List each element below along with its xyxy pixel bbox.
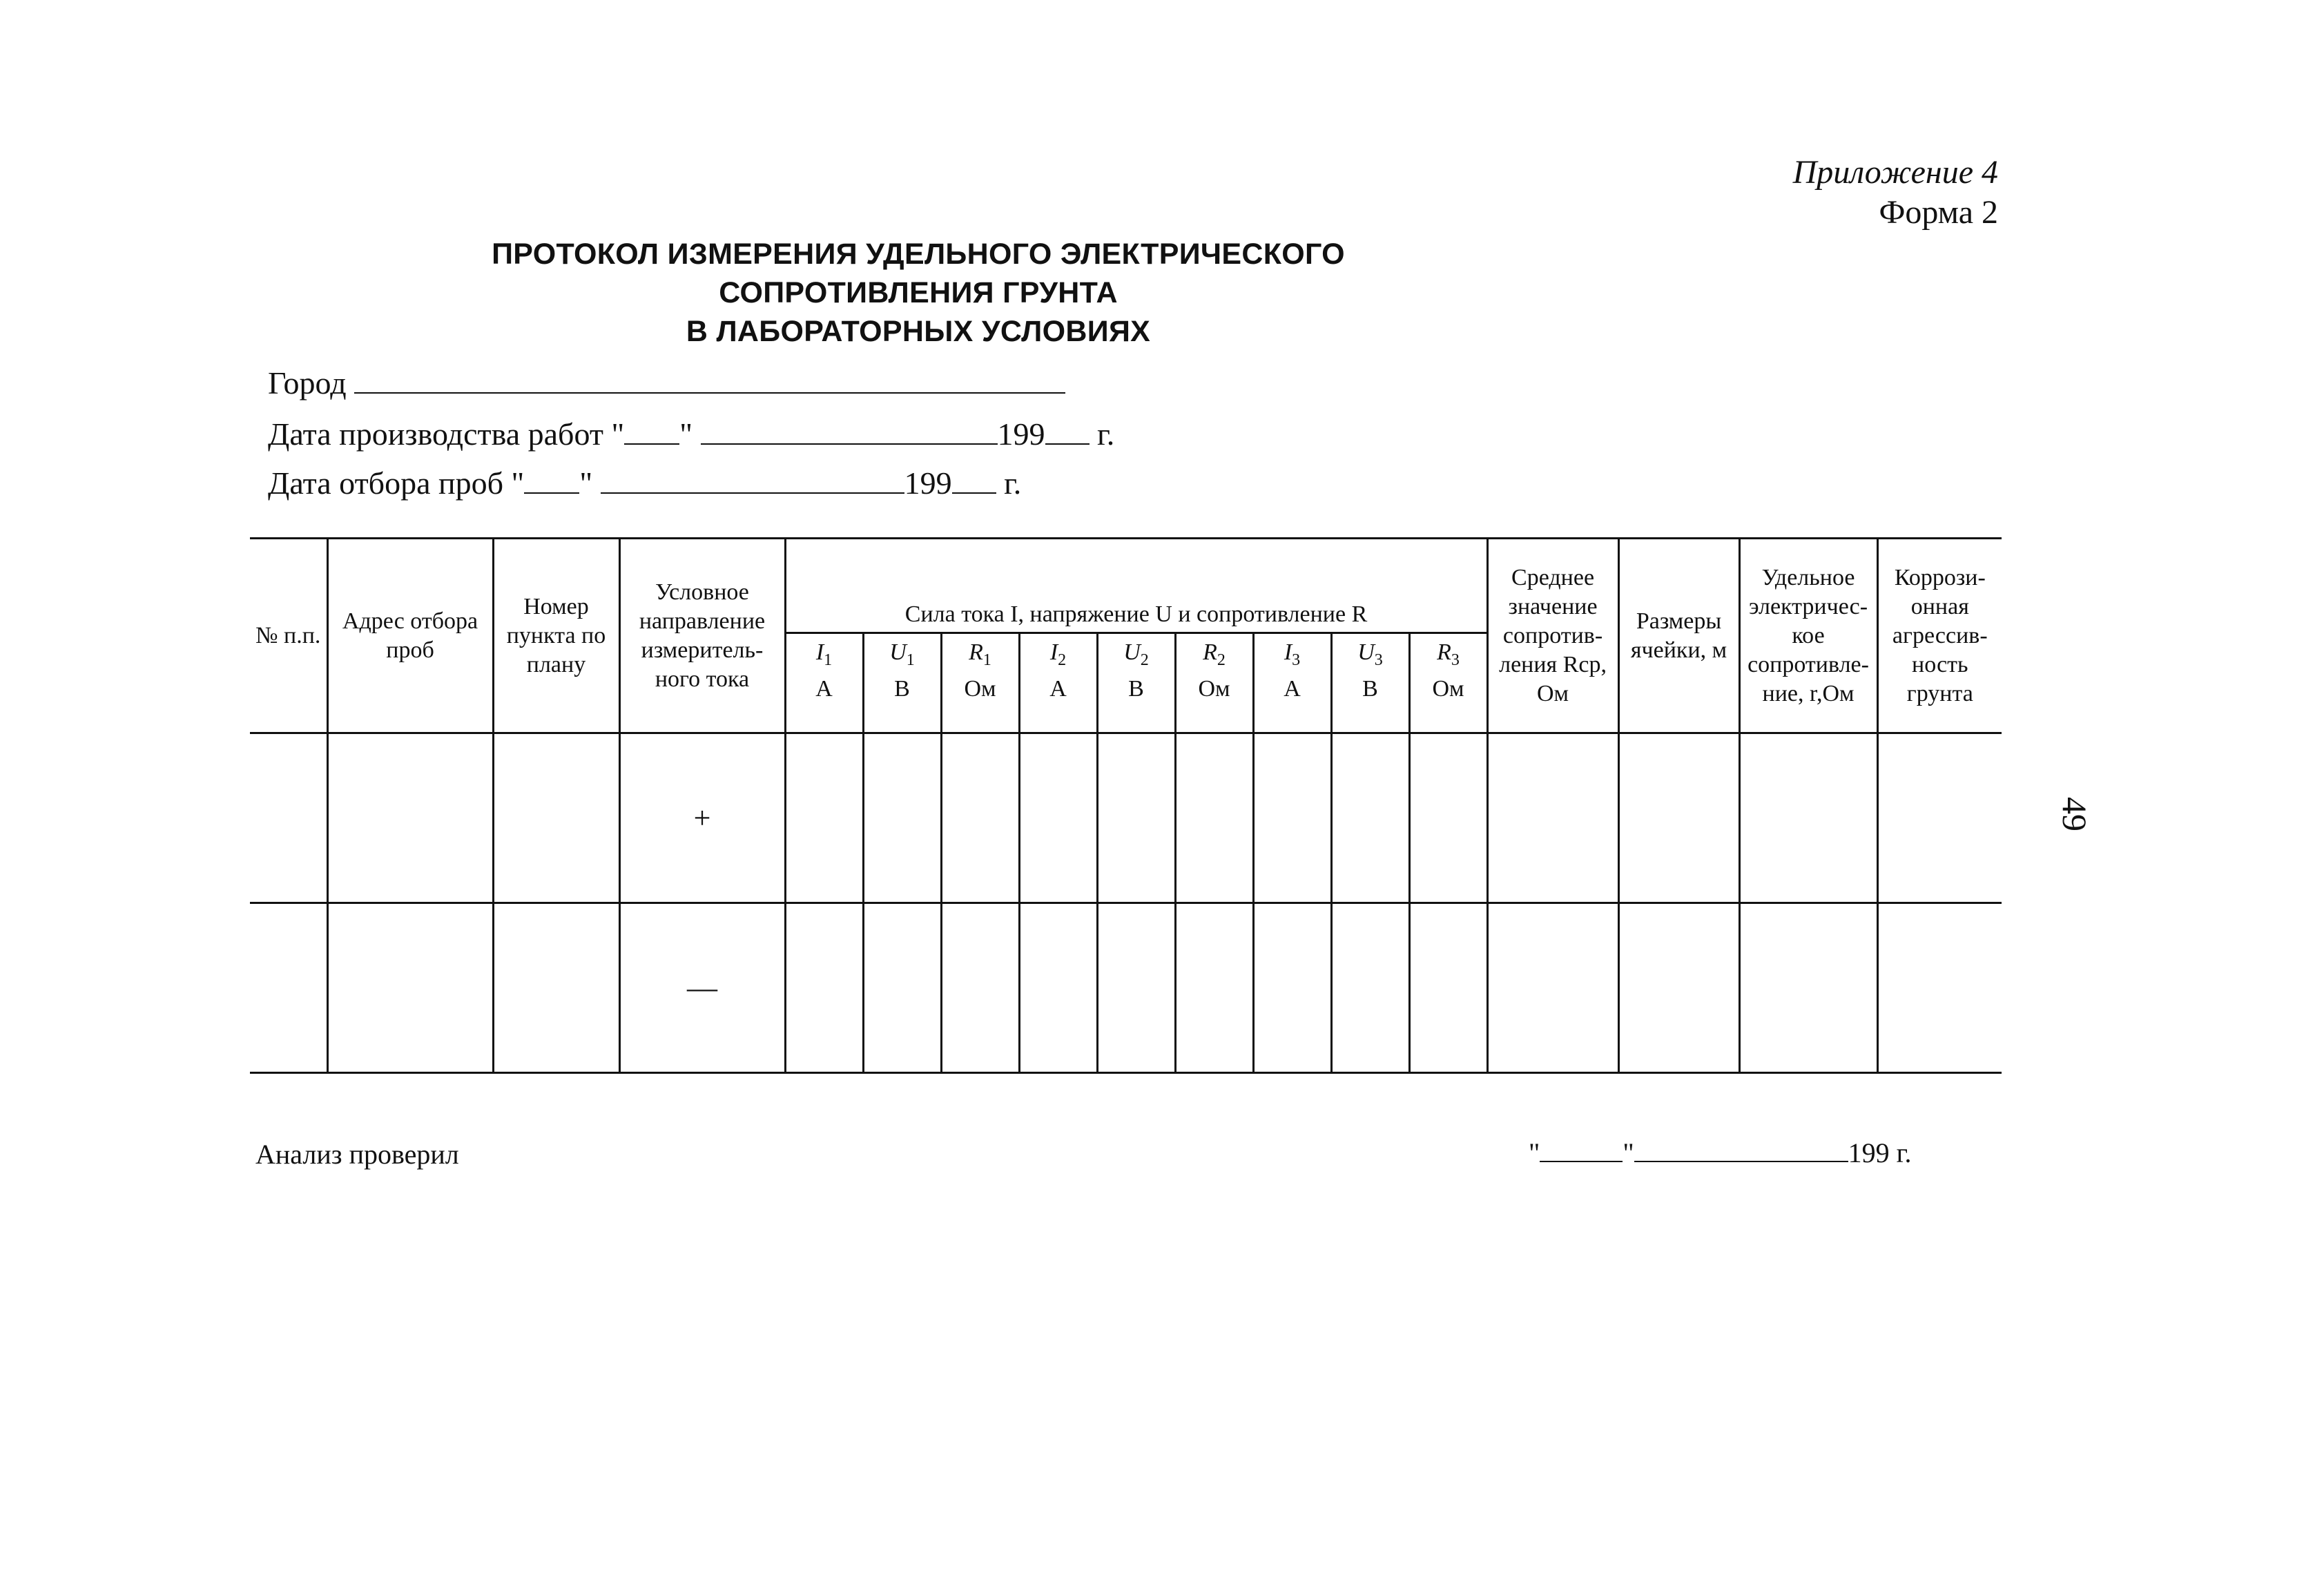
unit: А: [1284, 675, 1301, 702]
index: 2: [1217, 650, 1226, 669]
symbol: U: [889, 639, 907, 665]
symbol: U: [1123, 639, 1141, 665]
checked-date-field: [1529, 1137, 1912, 1169]
sample-date-label: Дата отбора проб ": [268, 465, 525, 501]
symbol: I: [1284, 639, 1292, 665]
plus-sign: +: [693, 800, 711, 835]
cell[interactable]: [1019, 733, 1097, 903]
unit: Ом: [964, 675, 996, 702]
cell[interactable]: [1175, 903, 1253, 1073]
unit: А: [1049, 675, 1067, 702]
title-line-2: В ЛАБОРАТОРНЫХ УСЛОВИЯХ: [686, 315, 1151, 348]
cell[interactable]: [1618, 733, 1739, 903]
sample-year-suffix: г.: [1004, 465, 1022, 501]
header-mean-resistance: Среднее значение сопротив-ления Rср, Ом: [1487, 539, 1618, 733]
unit: В: [1362, 675, 1378, 702]
checked-month-blank[interactable]: [1634, 1140, 1848, 1162]
city-field: [268, 365, 1065, 401]
sample-day-blank[interactable]: [524, 467, 579, 494]
header-corrosion: Коррози-онная агрессив-ность грунта: [1877, 539, 2002, 733]
work-year-suffix: г.: [1097, 416, 1115, 452]
cell[interactable]: [1253, 903, 1331, 1073]
unit: Ом: [1432, 675, 1464, 702]
cell[interactable]: [493, 903, 619, 1073]
checked-day-blank[interactable]: [1540, 1140, 1623, 1162]
title-line-1: ПРОТОКОЛ ИЗМЕРЕНИЯ УДЕЛЬНОГО ЭЛЕКТРИЧЕСКОГО СОПРОТИВЛЕНИЯ ГРУНТА: [492, 238, 1345, 309]
unit: В: [1128, 675, 1144, 702]
quote-mark: ": [579, 465, 593, 501]
cell[interactable]: [1331, 903, 1409, 1073]
index: 1: [982, 650, 991, 669]
measurement-table: [250, 537, 2002, 1074]
cell[interactable]: [1739, 733, 1877, 903]
cell[interactable]: [1019, 903, 1097, 1073]
city-blank[interactable]: [354, 367, 1065, 394]
city-label: Город: [268, 365, 347, 401]
cell[interactable]: [493, 733, 619, 903]
cell[interactable]: [863, 733, 941, 903]
index: 1: [824, 650, 833, 669]
symbol: R: [1203, 639, 1217, 665]
sample-month-blank[interactable]: [601, 467, 904, 494]
cell[interactable]: [327, 733, 493, 903]
symbol: I: [1049, 639, 1058, 665]
table-row-plus: [250, 733, 2002, 903]
cell[interactable]: [941, 733, 1019, 903]
sample-date-field: [268, 465, 1021, 501]
subheader-u3: [1331, 633, 1409, 733]
subheader-i2: [1019, 633, 1097, 733]
appendix-label: Приложение 4: [1792, 154, 1998, 191]
index: 3: [1374, 650, 1383, 669]
cell[interactable]: [250, 903, 327, 1073]
cell[interactable]: [941, 903, 1019, 1073]
minus-sign: —: [687, 970, 717, 1005]
index: 3: [1451, 650, 1460, 669]
checked-year: 199 г.: [1848, 1137, 1912, 1168]
cell[interactable]: [785, 903, 863, 1073]
page-number: 49: [2055, 797, 2094, 831]
header-current-direction: Условное направление измеритель-ного тока: [619, 539, 785, 733]
subheader-r1: [941, 633, 1019, 733]
subheader-u1: [863, 633, 941, 733]
header-measurements-group: [785, 539, 1487, 633]
cell[interactable]: [785, 733, 863, 903]
cell[interactable]: [1877, 903, 2002, 1073]
cell[interactable]: [1331, 733, 1409, 903]
table-row-minus: [250, 903, 2002, 1073]
cell[interactable]: [1487, 903, 1618, 1073]
unit: Ом: [1198, 675, 1230, 702]
subheader-r3: [1409, 633, 1487, 733]
quote-mark: ": [1529, 1137, 1540, 1168]
work-day-blank[interactable]: [624, 418, 679, 445]
subheader-u2: [1097, 633, 1175, 733]
header-address: Адрес отбора проб: [327, 539, 493, 733]
cell[interactable]: [1739, 903, 1877, 1073]
document-title: [400, 235, 1436, 351]
work-date-field: [268, 416, 1114, 452]
symbol: R: [969, 639, 983, 665]
index: 2: [1058, 650, 1067, 669]
index: 1: [906, 650, 915, 669]
subheader-i3: [1253, 633, 1331, 733]
cell[interactable]: [1487, 733, 1618, 903]
cell[interactable]: [1097, 903, 1175, 1073]
cell[interactable]: [327, 903, 493, 1073]
sample-year-prefix: 199: [904, 465, 952, 501]
header-specific-resistance: Удельное электричес-кое сопротивле-ние, r,Ом: [1739, 539, 1877, 733]
symbol: U: [1357, 639, 1375, 665]
cell[interactable]: [863, 903, 941, 1073]
direction-minus-cell: [619, 903, 785, 1073]
quote-mark: ": [679, 416, 693, 452]
cell[interactable]: [1618, 903, 1739, 1073]
subheader-r2: [1175, 633, 1253, 733]
index: 2: [1140, 650, 1149, 669]
cell[interactable]: [1097, 733, 1175, 903]
unit: А: [815, 675, 833, 702]
cell[interactable]: [1175, 733, 1253, 903]
cell[interactable]: [1253, 733, 1331, 903]
header-cell-size: Размеры ячейки, м: [1618, 539, 1739, 733]
work-year-blank[interactable]: [1045, 418, 1090, 445]
index: 3: [1292, 650, 1301, 669]
subheader-i1: [785, 633, 863, 733]
group-label: Сила тока I, напряжение U и сопротивление R: [904, 601, 1368, 627]
symbol: I: [815, 639, 824, 665]
work-month-blank[interactable]: [701, 418, 998, 445]
cell[interactable]: [1877, 733, 2002, 903]
analysis-checked-label: Анализ проверил: [255, 1139, 459, 1170]
cell[interactable]: [250, 733, 327, 903]
header-plan-point: Номер пункта по плану: [493, 539, 619, 733]
quote-mark: ": [1623, 1137, 1634, 1168]
cell[interactable]: [1409, 733, 1487, 903]
work-date-label: Дата производства работ ": [268, 416, 625, 452]
form-number: Форма 2: [1879, 194, 1998, 231]
unit: В: [894, 675, 910, 702]
symbol: R: [1437, 639, 1451, 665]
direction-plus-cell: [619, 733, 785, 903]
work-year-prefix: 199: [997, 416, 1045, 452]
sample-year-blank[interactable]: [952, 467, 996, 494]
header-number: № п.п.: [250, 539, 327, 733]
cell[interactable]: [1409, 903, 1487, 1073]
